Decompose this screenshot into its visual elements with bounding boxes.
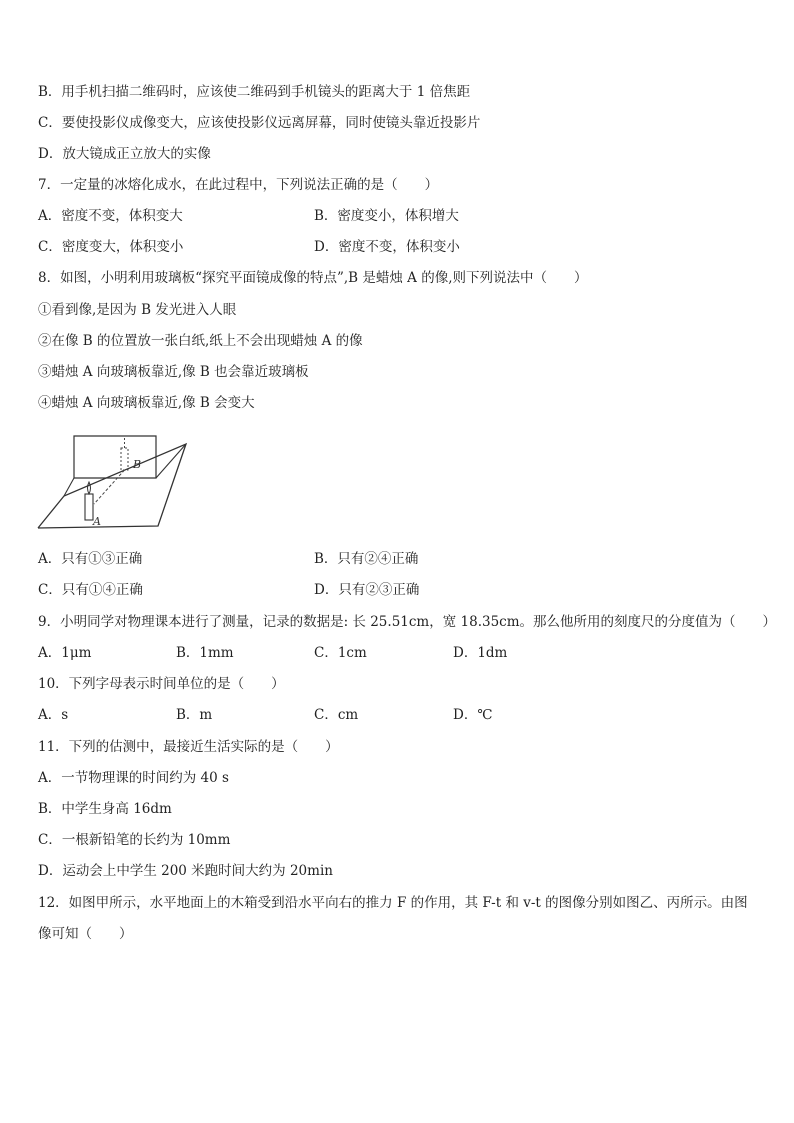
q8-option-b: B．只有②④正确 bbox=[314, 551, 419, 567]
q6-option-c: C．要使投影仪成像变大，应该使投影仪远离屏幕，同时使镜头靠近投影片 bbox=[38, 115, 481, 131]
label-b: B bbox=[133, 458, 142, 471]
q10-stem: 10．下列字母表示时间单位的是（ ） bbox=[38, 676, 285, 692]
q9-option-b: B．1mm bbox=[176, 645, 234, 661]
glass-plate bbox=[74, 436, 156, 478]
q10-option-c: C．cm bbox=[314, 707, 359, 723]
q9-option-d: D．1dm bbox=[453, 645, 508, 661]
plane-mirror-diagram bbox=[36, 424, 196, 536]
label-a: A bbox=[93, 515, 101, 528]
q6-option-b: B．用手机扫描二维码时，应该使二维码到手机镜头的距离大于 1 倍焦距 bbox=[38, 84, 471, 100]
q10-option-a: A．s bbox=[38, 707, 69, 723]
q7-option-b: B．密度变小，体积增大 bbox=[314, 208, 459, 224]
candle-a-flame bbox=[88, 482, 91, 494]
q9-option-a: A．1μm bbox=[38, 645, 92, 661]
q10-option-b: B．m bbox=[176, 707, 213, 723]
plate-base-edge bbox=[156, 444, 186, 478]
symmetry-line bbox=[94, 470, 125, 504]
q11-option-d: D．运动会上中学生 200 米跑时间大约为 20min bbox=[38, 863, 333, 879]
plane-mirror-figure bbox=[36, 424, 196, 536]
q8-statement-4: ④蜡烛 A 向玻璃板靠近,像 B 会变大 bbox=[38, 395, 255, 411]
table-plane bbox=[38, 444, 186, 528]
q11-option-a: A．一节物理课的时间约为 40 s bbox=[38, 770, 229, 786]
q8-statement-1: ①看到像,是因为 B 发光进入人眼 bbox=[38, 302, 237, 318]
q8-stem: 8．如图，小明利用玻璃板“探究平面镜成像的特点”,B 是蜡烛 A 的像,则下列说法中（ ） bbox=[38, 270, 588, 286]
q7-option-a: A．密度不变，体积变大 bbox=[38, 208, 183, 224]
candle-a bbox=[85, 494, 93, 520]
q7-stem: 7．一定量的冰熔化成水，在此过程中，下列说法正确的是（ ） bbox=[38, 177, 439, 193]
q8-option-c: C．只有①④正确 bbox=[38, 582, 143, 598]
q8-option-a: A．只有①③正确 bbox=[38, 551, 143, 567]
q11-option-b: B．中学生身高 16dm bbox=[38, 801, 172, 817]
q8-statement-2: ②在像 B 的位置放一张白纸,纸上不会出现蜡烛 A 的像 bbox=[38, 333, 363, 349]
q7-option-c: C．密度变大，体积变小 bbox=[38, 239, 184, 255]
q8-option-d: D．只有②③正确 bbox=[314, 582, 420, 598]
q12-stem-line2: 像可知（ ） bbox=[38, 926, 133, 942]
q12-stem-line1: 12．如图甲所示，水平地面上的木箱受到沿水平向右的推力 F 的作用，其 F-t 和 v-t 的图像分别如图乙、丙所示。由图 bbox=[38, 895, 748, 911]
q7-option-d: D．密度不变，体积变小 bbox=[314, 239, 460, 255]
q11-stem: 11．下列的估测中，最接近生活实际的是（ ） bbox=[38, 739, 339, 755]
candle-image-b bbox=[121, 448, 128, 470]
q11-option-c: C．一根新铅笔的长约为 10mm bbox=[38, 832, 231, 848]
q9-option-c: C．1cm bbox=[314, 645, 367, 661]
q10-option-d: D．℃ bbox=[453, 707, 493, 723]
q8-statement-3: ③蜡烛 A 向玻璃板靠近,像 B 也会靠近玻璃板 bbox=[38, 364, 309, 380]
q6-option-d: D．放大镜成正立放大的实像 bbox=[38, 146, 211, 162]
q9-stem: 9．小明同学对物理课本进行了测量，记录的数据是: 长 25.51cm，宽 18.35cm。那么他所用的刻度尺的分度值为（ ） bbox=[38, 614, 777, 630]
